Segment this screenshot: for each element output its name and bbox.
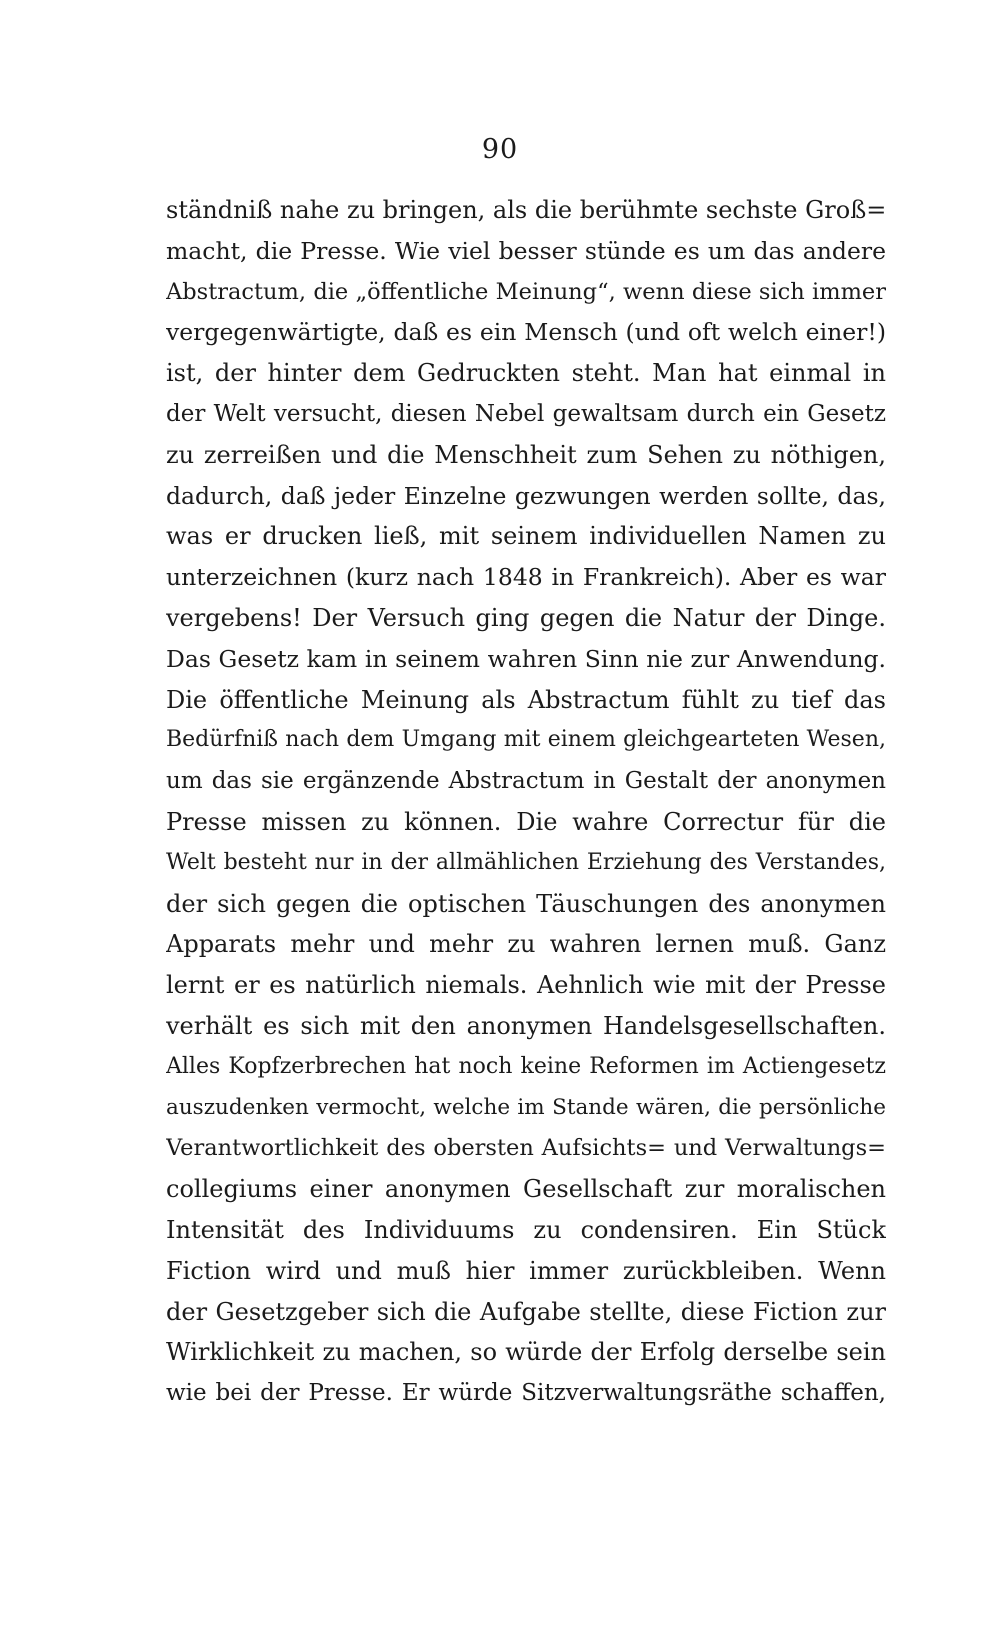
text-line: Bedürfniß nach dem Umgang mit einem gleichgearteten Wesen, (166, 727, 886, 753)
text-line: ständniß nahe zu bringen, als die berühmte sechste Groß= (166, 196, 886, 224)
text-line: Die öffentliche Meinung als Abstractum fühlt zu tief das (166, 685, 886, 714)
text-line: Presse missen zu können. Die wahre Correctur für die (166, 807, 886, 836)
text-line: dadurch, daß jeder Einzelne gezwungen werden sollte, das, (166, 481, 886, 510)
text-line: wie bei der Presse. Er würde Sitzverwaltungsräthe schaffen, (166, 1380, 886, 1407)
text-line: Alles Kopfzerbrechen hat noch keine Reformen im Actiengesetz (166, 1053, 886, 1079)
text-line: der Gesetzgeber sich die Aufgabe stellte, diese Fiction zur (166, 1297, 886, 1326)
text-line: Verantwortlichkeit des obersten Aufsichts= und Verwaltungs= (166, 1135, 886, 1162)
text-line: Welt besteht nur in der allmählichen Erziehung des Verstandes, (166, 849, 886, 875)
text-line: um das sie ergänzende Abstractum in Gestalt der anonymen (166, 768, 886, 795)
text-line: Intensität des Individuums zu condensiren. Ein Stück (166, 1215, 886, 1244)
text-line: collegiums einer anonymen Gesellschaft zur moralischen (166, 1175, 886, 1204)
text-line: Apparats mehr und mehr zu wahren lernen muß. Ganz (166, 930, 886, 959)
page-number: 90 (481, 134, 519, 165)
text-line: unterzeichnen (kurz nach 1848 in Frankreich). Aber es war (166, 563, 886, 592)
text-line: der Welt versucht, diesen Nebel gewaltsam durch ein Gesetz (166, 400, 886, 427)
text-line: Abstractum, die „öffentliche Meinung“, wenn diese sich immer (166, 278, 886, 305)
text-line: was er drucken ließ, mit seinem individuellen Namen zu (166, 522, 886, 551)
text-line: vergegenwärtigte, daß es ein Mensch (und oft welch einer!) (166, 318, 886, 347)
text-line: der sich gegen die optischen Täuschungen des anonymen (166, 889, 886, 918)
text-line: Das Gesetz kam in seinem wahren Sinn nie zur Anwendung. (166, 644, 886, 673)
text-line: Fiction wird und muß hier immer zurückbleiben. Wenn (166, 1256, 886, 1285)
text-line: ist, der hinter dem Gedruckten steht. Man hat einmal in (166, 359, 886, 388)
text-line: vergebens! Der Versuch ging gegen die Natur der Dinge. (166, 603, 886, 632)
text-line: macht, die Presse. Wie viel besser stünde es um das andere (166, 236, 886, 265)
text-line: lernt er es natürlich niemals. Aehnlich wie mit der Presse (166, 971, 886, 1000)
text-line: Wirklichkeit zu machen, so würde der Erfolg derselbe sein (166, 1338, 886, 1367)
text-line: verhält es sich mit den anonymen Handelsgesellschaften. (166, 1011, 886, 1040)
text-line: auszudenken vermocht, welche im Stande wären, die persönliche (166, 1094, 886, 1120)
body-text (166, 190, 886, 1414)
text-line: zu zerreißen und die Menschheit zum Sehen zu nöthigen, (166, 440, 886, 469)
